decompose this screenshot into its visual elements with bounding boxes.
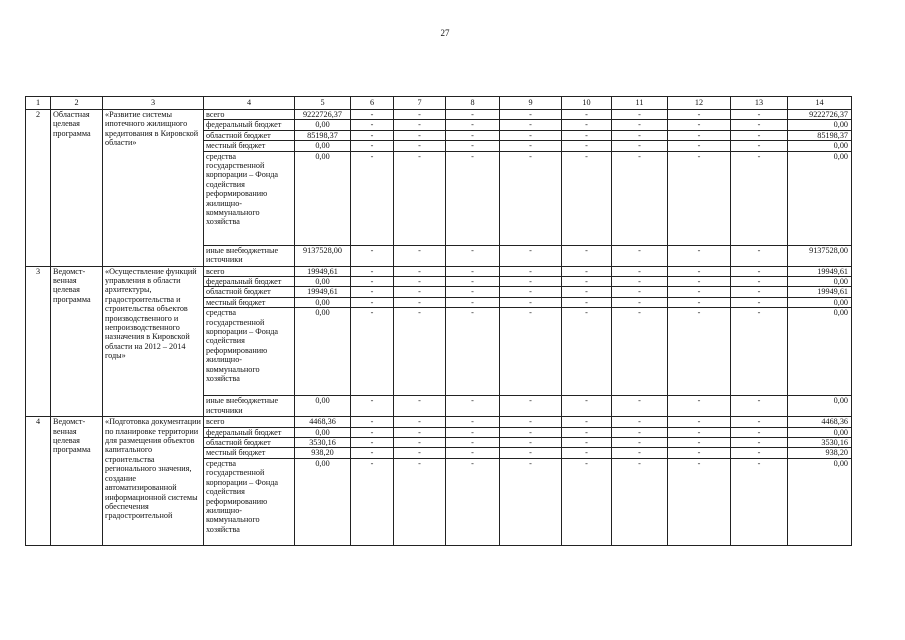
value-dash: -	[668, 245, 731, 266]
value-total-col14: 19949,61	[788, 266, 852, 276]
value-dash: -	[612, 151, 668, 245]
value-dash: -	[731, 266, 788, 276]
value-dash: -	[562, 266, 612, 276]
value-dash: -	[668, 120, 731, 130]
value-dash: -	[446, 110, 500, 120]
column-header: 11	[612, 97, 668, 110]
value-dash: -	[394, 110, 446, 120]
value-dash: -	[612, 130, 668, 140]
column-header: 7	[394, 97, 446, 110]
value-dash: -	[612, 120, 668, 130]
program-funding-table	[25, 96, 852, 546]
value-dash: -	[562, 297, 612, 307]
value-dash: -	[351, 266, 394, 276]
value-dash: -	[612, 297, 668, 307]
value-dash: -	[668, 396, 731, 417]
page-number: 27	[440, 28, 450, 38]
value-dash: -	[500, 141, 562, 151]
program-number: 3	[26, 266, 51, 417]
value-total-col14: 0,00	[788, 120, 852, 130]
value-dash: -	[500, 151, 562, 245]
value-dash: -	[612, 438, 668, 448]
value-dash: -	[351, 141, 394, 151]
value-dash: -	[446, 417, 500, 427]
value-dash: -	[500, 277, 562, 287]
value-dash: -	[562, 277, 612, 287]
value-total-col14: 0,00	[788, 396, 852, 417]
value-dash: -	[668, 277, 731, 287]
value-dash: -	[562, 245, 612, 266]
value-total-col5: 0,00	[295, 141, 351, 151]
funding-source: местный бюджет	[204, 141, 295, 151]
value-dash: -	[612, 458, 668, 545]
column-header: 3	[103, 97, 204, 110]
value-dash: -	[562, 151, 612, 245]
value-dash: -	[562, 287, 612, 297]
value-dash: -	[731, 396, 788, 417]
value-dash: -	[394, 277, 446, 287]
value-total-col5: 9137528,00	[295, 245, 351, 266]
value-dash: -	[351, 438, 394, 448]
value-total-col14: 0,00	[788, 297, 852, 307]
value-dash: -	[731, 120, 788, 130]
column-header: 8	[446, 97, 500, 110]
value-dash: -	[731, 458, 788, 545]
value-dash: -	[612, 110, 668, 120]
value-total-col5: 0,00	[295, 120, 351, 130]
value-dash: -	[668, 287, 731, 297]
value-dash: -	[562, 141, 612, 151]
value-dash: -	[668, 130, 731, 140]
value-dash: -	[351, 120, 394, 130]
value-dash: -	[612, 287, 668, 297]
funding-source: федеральный бюджет	[204, 277, 295, 287]
value-dash: -	[446, 297, 500, 307]
column-header: 2	[51, 97, 103, 110]
value-total-col14: 19949,61	[788, 287, 852, 297]
value-dash: -	[446, 141, 500, 151]
value-dash: -	[500, 130, 562, 140]
value-dash: -	[731, 277, 788, 287]
value-dash: -	[446, 448, 500, 458]
value-dash: -	[446, 277, 500, 287]
table-row	[26, 266, 852, 276]
value-total-col14: 0,00	[788, 277, 852, 287]
value-dash: -	[612, 245, 668, 266]
value-total-col5: 0,00	[295, 297, 351, 307]
value-dash: -	[446, 458, 500, 545]
table-row	[26, 110, 852, 120]
funding-source: всего	[204, 417, 295, 427]
value-dash: -	[612, 266, 668, 276]
value-total-col5: 0,00	[295, 151, 351, 245]
table-body	[26, 110, 852, 546]
value-dash: -	[668, 427, 731, 437]
value-dash: -	[731, 308, 788, 396]
program-type: Ведомст-венная целевая программа	[51, 417, 103, 546]
value-dash: -	[394, 120, 446, 130]
value-dash: -	[612, 448, 668, 458]
funding-source: средства государственной корпорации – Фонда содействия реформированию жилищно-коммунального хозяйства	[204, 458, 295, 545]
value-dash: -	[500, 396, 562, 417]
value-dash: -	[446, 396, 500, 417]
value-dash: -	[731, 245, 788, 266]
value-dash: -	[668, 266, 731, 276]
value-dash: -	[612, 417, 668, 427]
value-total-col14: 0,00	[788, 141, 852, 151]
funding-source: средства государственной корпорации – Фонда содействия реформированию жилищно-коммунального хозяйства	[204, 151, 295, 245]
value-dash: -	[500, 266, 562, 276]
value-total-col5: 85198,37	[295, 130, 351, 140]
value-total-col14: 0,00	[788, 151, 852, 245]
value-dash: -	[446, 130, 500, 140]
value-total-col5: 3530,16	[295, 438, 351, 448]
value-dash: -	[500, 427, 562, 437]
column-header: 5	[295, 97, 351, 110]
value-total-col5: 19949,61	[295, 266, 351, 276]
value-dash: -	[394, 287, 446, 297]
value-dash: -	[612, 427, 668, 437]
value-dash: -	[351, 458, 394, 545]
program-name: «Развитие системы ипотечного жилищного кредитования в Кировской области»	[103, 110, 204, 267]
column-header: 6	[351, 97, 394, 110]
funding-source: иные внебюджетные источники	[204, 245, 295, 266]
value-dash: -	[394, 151, 446, 245]
value-dash: -	[562, 110, 612, 120]
value-dash: -	[351, 417, 394, 427]
value-dash: -	[731, 141, 788, 151]
value-dash: -	[562, 396, 612, 417]
value-dash: -	[446, 120, 500, 130]
value-total-col5: 9222726,37	[295, 110, 351, 120]
value-dash: -	[500, 308, 562, 396]
value-dash: -	[562, 427, 612, 437]
value-dash: -	[668, 297, 731, 307]
value-dash: -	[446, 151, 500, 245]
table-row	[26, 417, 852, 427]
value-dash: -	[394, 396, 446, 417]
value-dash: -	[500, 245, 562, 266]
funding-source: областной бюджет	[204, 287, 295, 297]
funding-source: федеральный бюджет	[204, 120, 295, 130]
value-dash: -	[562, 120, 612, 130]
value-dash: -	[351, 245, 394, 266]
program-number: 4	[26, 417, 51, 546]
value-dash: -	[351, 130, 394, 140]
value-total-col5: 0,00	[295, 277, 351, 287]
column-header: 13	[731, 97, 788, 110]
value-total-col5: 938,20	[295, 448, 351, 458]
value-dash: -	[731, 438, 788, 448]
value-dash: -	[446, 266, 500, 276]
value-dash: -	[562, 417, 612, 427]
value-dash: -	[446, 308, 500, 396]
value-dash: -	[731, 297, 788, 307]
value-dash: -	[394, 417, 446, 427]
value-dash: -	[394, 245, 446, 266]
program-name: «Осуществление функций управления в области архитектуры, градостроительства и строительства объектов производственного и непроизводственного назначения в Кировской области на 2012 – 2014 годы»	[103, 266, 204, 417]
funding-source: местный бюджет	[204, 448, 295, 458]
value-total-col14: 0,00	[788, 427, 852, 437]
value-dash: -	[500, 458, 562, 545]
value-dash: -	[562, 308, 612, 396]
funding-source: всего	[204, 266, 295, 276]
value-dash: -	[351, 287, 394, 297]
value-dash: -	[446, 427, 500, 437]
value-dash: -	[394, 427, 446, 437]
value-total-col14: 0,00	[788, 458, 852, 545]
value-dash: -	[731, 151, 788, 245]
value-dash: -	[351, 396, 394, 417]
value-dash: -	[668, 141, 731, 151]
program-type: Областная целевая программа	[51, 110, 103, 267]
column-header: 12	[668, 97, 731, 110]
column-header: 14	[788, 97, 852, 110]
value-dash: -	[351, 110, 394, 120]
value-dash: -	[668, 448, 731, 458]
funding-source: областной бюджет	[204, 438, 295, 448]
funding-source: иные внебюджетные источники	[204, 396, 295, 417]
value-dash: -	[562, 438, 612, 448]
value-total-col5: 19949,61	[295, 287, 351, 297]
value-dash: -	[668, 458, 731, 545]
value-total-col14: 4468,36	[788, 417, 852, 427]
value-dash: -	[446, 287, 500, 297]
column-header: 9	[500, 97, 562, 110]
value-dash: -	[500, 438, 562, 448]
value-dash: -	[612, 277, 668, 287]
program-number: 2	[26, 110, 51, 267]
value-dash: -	[500, 287, 562, 297]
value-dash: -	[668, 308, 731, 396]
value-total-col5: 0,00	[295, 427, 351, 437]
value-dash: -	[500, 417, 562, 427]
funding-source: средства государственной корпорации – Фонда содействия реформированию жилищно-коммунального хозяйства	[204, 308, 295, 396]
value-dash: -	[394, 141, 446, 151]
value-dash: -	[351, 297, 394, 307]
value-dash: -	[394, 297, 446, 307]
column-header: 4	[204, 97, 295, 110]
value-total-col14: 0,00	[788, 308, 852, 396]
value-dash: -	[612, 141, 668, 151]
value-dash: -	[731, 427, 788, 437]
column-header: 10	[562, 97, 612, 110]
value-total-col14: 85198,37	[788, 130, 852, 140]
value-dash: -	[562, 130, 612, 140]
value-dash: -	[562, 458, 612, 545]
value-dash: -	[668, 110, 731, 120]
program-name: «Подготовка документации по планировке территории для размещения объектов капитального строительства регионального значения, создание автоматизированной информационной системы обеспечения градостроительной	[103, 417, 204, 546]
value-dash: -	[500, 448, 562, 458]
program-type: Ведомст-венная целевая программа	[51, 266, 103, 417]
value-dash: -	[731, 110, 788, 120]
value-total-col5: 4468,36	[295, 417, 351, 427]
column-header: 1	[26, 97, 51, 110]
value-total-col14: 938,20	[788, 448, 852, 458]
value-total-col14: 9222726,37	[788, 110, 852, 120]
value-dash: -	[351, 277, 394, 287]
value-dash: -	[394, 308, 446, 396]
value-dash: -	[351, 448, 394, 458]
value-dash: -	[562, 448, 612, 458]
value-dash: -	[394, 438, 446, 448]
value-dash: -	[500, 297, 562, 307]
header-row	[26, 97, 852, 110]
value-dash: -	[446, 245, 500, 266]
funding-source: местный бюджет	[204, 297, 295, 307]
value-dash: -	[351, 427, 394, 437]
value-dash: -	[668, 151, 731, 245]
value-dash: -	[731, 130, 788, 140]
value-dash: -	[394, 448, 446, 458]
value-dash: -	[351, 308, 394, 396]
value-dash: -	[612, 396, 668, 417]
value-dash: -	[612, 308, 668, 396]
funding-source: всего	[204, 110, 295, 120]
value-dash: -	[351, 151, 394, 245]
value-dash: -	[500, 120, 562, 130]
value-total-col5: 0,00	[295, 308, 351, 396]
value-total-col5: 0,00	[295, 458, 351, 545]
value-total-col14: 9137528,00	[788, 245, 852, 266]
value-dash: -	[731, 448, 788, 458]
value-dash: -	[394, 266, 446, 276]
value-dash: -	[500, 110, 562, 120]
value-total-col14: 3530,16	[788, 438, 852, 448]
value-dash: -	[668, 417, 731, 427]
value-dash: -	[731, 417, 788, 427]
value-dash: -	[394, 130, 446, 140]
value-total-col5: 0,00	[295, 396, 351, 417]
value-dash: -	[731, 287, 788, 297]
funding-source: областной бюджет	[204, 130, 295, 140]
funding-source: федеральный бюджет	[204, 427, 295, 437]
value-dash: -	[446, 438, 500, 448]
value-dash: -	[668, 438, 731, 448]
value-dash: -	[394, 458, 446, 545]
